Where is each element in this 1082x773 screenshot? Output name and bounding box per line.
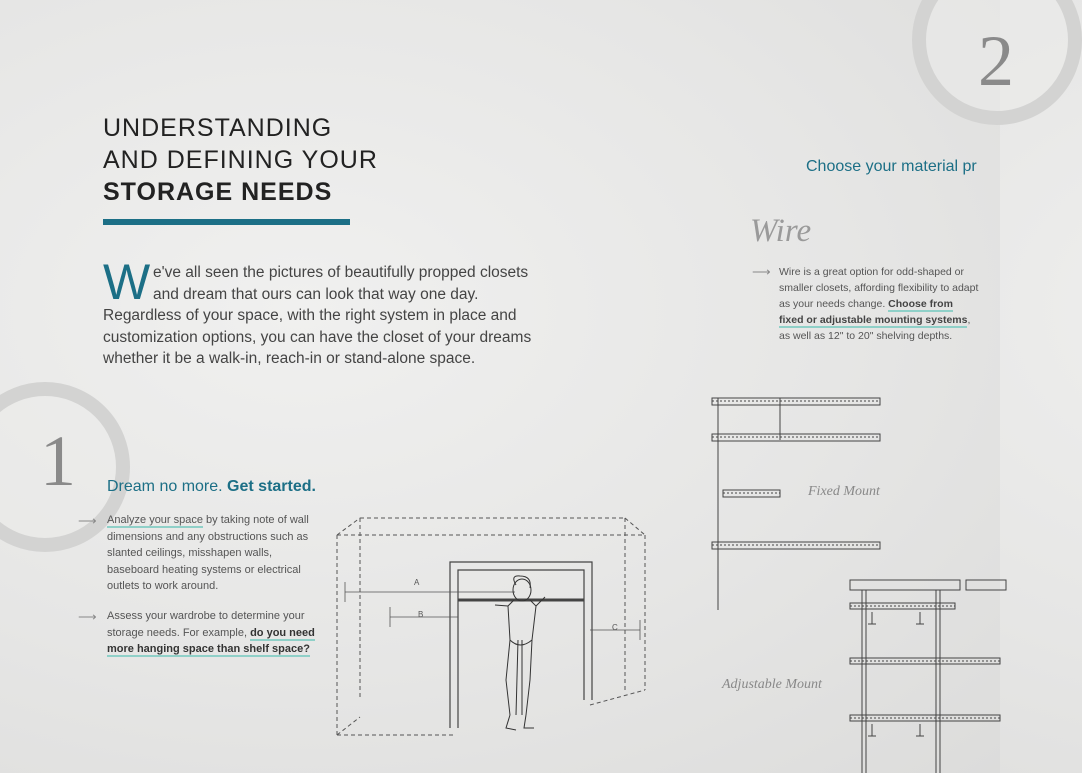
right-arrow-icon: ⟶ xyxy=(78,513,97,528)
dimension-label-b: B xyxy=(418,610,424,619)
section-1-heading-plain: Dream no more. xyxy=(107,478,228,495)
wire-text-2: , as well as 12" to 20" shelving depths. xyxy=(779,314,971,342)
intro-rest: Regardless of your space, with the right system in place and customization options, you can have the closet of your dreams whether it be a walk-in, reach-in or stand-alone space. xyxy=(103,307,532,367)
intro-second-line: and dream that ours can look that way one day. xyxy=(153,285,479,303)
bullet-1-text: by taking note of wall dimensions and any obstructions such as slanted ceilings, misshapen walls, baseboard heating systems or electrical outlets to work around. xyxy=(107,514,309,592)
dimension-label-a: A xyxy=(414,578,420,587)
fixed-shelf-4 xyxy=(712,542,880,549)
wire-text-1: Wire is a great option for odd-shaped or smaller closets, affording flexibility to adapt as your needs change. xyxy=(779,266,979,310)
step-1-number: 1 xyxy=(40,421,76,501)
right-arrow-icon: ⟶ xyxy=(752,264,771,279)
caption-fixed-mount: Fixed Mount xyxy=(808,484,880,499)
adjustable-mount-shelves xyxy=(850,580,1006,773)
title-line-1: UNDERSTANDING xyxy=(103,114,333,142)
wire-text-underlined: Choose from fixed or adjustable mounting systems xyxy=(779,298,968,326)
bullet-2-highlight: do you need more hanging space than shelf space? xyxy=(107,626,315,655)
bullet-2-text: Assess your wardrobe to determine your storage needs. For example, xyxy=(107,610,305,639)
closet-diagram xyxy=(337,518,645,735)
intro-dropcap: W xyxy=(103,254,151,310)
step-2-number: 2 xyxy=(978,21,1014,101)
section-1-heading-bold: Get started. xyxy=(227,478,316,495)
fixed-mount-shelves xyxy=(712,398,880,610)
title-line-3: STORAGE NEEDS xyxy=(103,178,333,206)
fixed-shelf-3 xyxy=(723,490,780,497)
title-line-2: AND DEFINING YOUR xyxy=(103,146,378,174)
dimension-lines xyxy=(345,582,640,640)
caption-adjustable-mount: Adjustable Mount xyxy=(722,677,822,692)
intro-first-line: e've all seen the pictures of beautifully propped closets xyxy=(153,264,529,281)
wire-title: Wire xyxy=(750,213,812,249)
fixed-shelf-2 xyxy=(712,434,880,441)
dimension-label-c: C xyxy=(612,623,618,632)
bullet-1-underlined: Analyze your space xyxy=(107,514,203,526)
section-2-heading: Choose your material pr xyxy=(806,158,977,175)
right-arrow-icon: ⟶ xyxy=(78,609,97,624)
fixed-shelf-1 xyxy=(712,398,880,405)
